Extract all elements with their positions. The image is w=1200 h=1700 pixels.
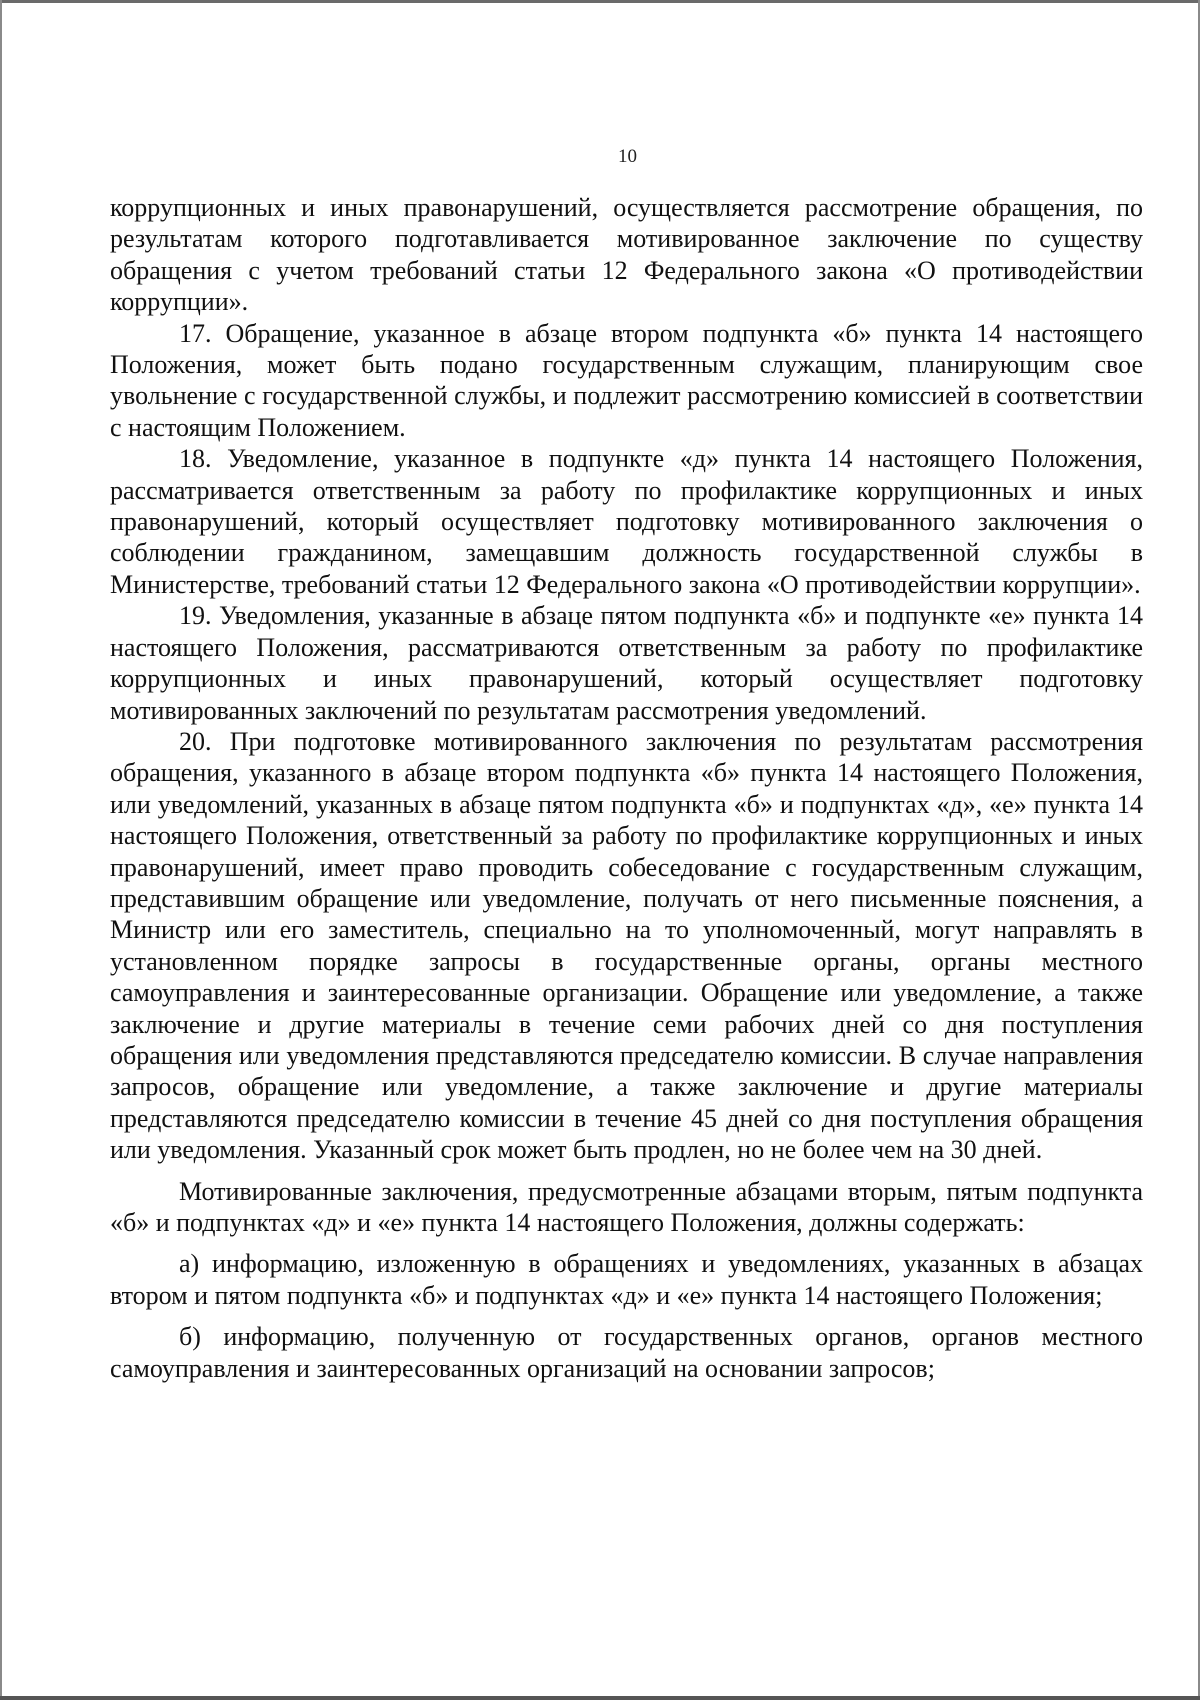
paragraph-motivated-conclusions: Мотивированные заключения, предусмотренные абзацами вторым, пятым подпункта «б» и подпунктах «д» и «е» пункта 14 настоящего Положения, должны содержать: [110,1176,1143,1237]
document-body [110,192,1143,1384]
scan-border-top [0,0,1200,3]
paragraph-subitem-a: а) информацию, изложенную в обращениях и уведомлениях, указанных в абзацах втором и пятом подпункта «б» и подпунктах «д» и «е» пункта 14 настоящего Положения; [110,1249,1143,1310]
scan-border-bottom [0,1696,1200,1700]
page-number: 10 [618,146,637,167]
paragraph-continuation: коррупционных и иных правонарушений, осуществляется рассмотрение обращения, по результатам которого подготавливается мотивированное заключение по существу обращения с учетом требований статьи 12 Федерального закона «О противодействии коррупции». [110,193,1143,317]
scan-border-left [0,0,2,1700]
paragraph-item-18: 18. Уведомление, указанное в подпункте «д» пункта 14 настоящего Положения, рассматривается ответственным за работу по профилактике коррупционных и иных правонарушений, который осуществляет подготовку мотивированного заключения о соблюдении гражданином, замещавшим должность государственной службы в Министерстве, требований статьи 12 Федерального закона «О противодействии коррупции». [110,444,1143,599]
paragraph-item-19: 19. Уведомления, указанные в абзаце пятом подпункта «б» и подпункте «е» пункта 14 настоящего Положения, рассматриваются ответственным за работу по профилактике коррупционных и иных правонарушений, который осуществляет подготовку мотивированных заключений по результатам рассмотрения уведомлений. [110,601,1143,725]
paragraph-item-20: 20. При подготовке мотивированного заключения по результатам рассмотрения обращения, указанного в абзаце втором подпункта «б» пункта 14 настоящего Положения, или уведомлений, указанных в абзаце пятом подпункта «б» и подпунктах «д», «е» пункта 14 настоящего Положения, ответственный за работу по профилактике коррупционных и иных правонарушений, имеет право проводить собеседование с государственным служащим, представившим обращение или уведомление, получать от него письменные пояснения, а Министр или его заместитель, специально на то уполномоченный, могут направлять в установленном порядке запросы в государственные органы, органы местного самоуправления и заинтересованные организации. Обращение или уведомление, а также заключение и другие материалы в течение семи рабочих дней со дня поступления обращения или уведомления представляются председателю комиссии. В случае направления запросов, обращение или уведомление, а также заключение и другие материалы представляются председателю комиссии в течение 45 дней со дня поступления обращения или уведомления. Указанный срок может быть продлен, но не более чем на 30 дней. [110,726,1143,1165]
paragraph-item-17: 17. Обращение, указанное в абзаце втором подпункта «б» пункта 14 настоящего Положения, может быть подано государственным служащим, планирующим свое увольнение с государственной службы, и подлежит рассмотрению комиссией в соответствии с настоящим Положением. [110,318,1143,442]
paragraph-subitem-b: б) информацию, полученную от государственных органов, органов местного самоуправления и заинтересованных организаций на основании запросов; [110,1322,1143,1383]
